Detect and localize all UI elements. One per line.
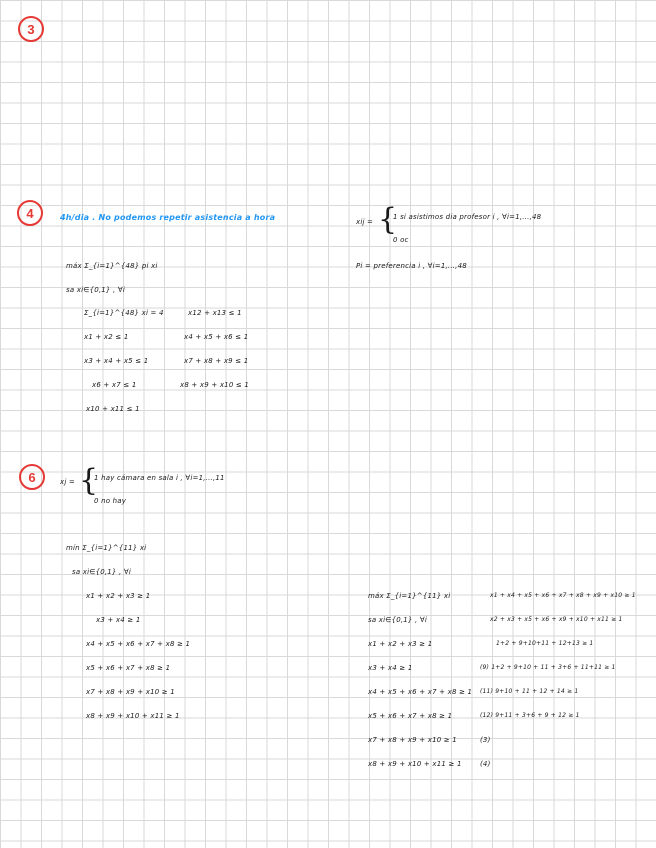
- constraint-left: x1 + x2 ≤ 1: [84, 333, 129, 341]
- side-constraint: x1 + x4 + x5 + x6 + x7 + x8 + x9 + x10 ≥ 1: [490, 592, 636, 599]
- constraint-right: x7 + x8 + x9 ≤ 1: [184, 357, 249, 365]
- objective-function: mín Σ_{i=1}^{11} xi: [66, 544, 147, 552]
- side-constraint: (9) 1+2 + 9+10 + 11 + 3+6 + 11+11 ≥ 1: [480, 664, 616, 671]
- side-constraint: (3): [480, 736, 491, 744]
- constraint: x1 + x2 + x3 ≥ 1: [368, 640, 433, 648]
- section-4-heading: 4h/dia . No podemos repetir asistencia a hora: [60, 213, 276, 222]
- constraint: x3 + x4 ≥ 1: [368, 664, 413, 672]
- constraint-left: x10 + x11 ≤ 1: [86, 405, 140, 413]
- subject-to: sa xi∈{0,1} , ∀i: [72, 568, 131, 576]
- subject-to: sa xi∈{0,1} , ∀i: [368, 616, 427, 624]
- constraint: x4 + x5 + x6 + x7 + x8 ≥ 1: [368, 688, 473, 696]
- constraint: x8 + x9 + x10 + x11 ≥ 1: [368, 760, 462, 768]
- constraint: x1 + x2 + x3 ≥ 1: [86, 592, 151, 600]
- constraint: x8 + x9 + x10 + x11 ≥ 1: [86, 712, 180, 720]
- section-number-4: 4: [17, 200, 43, 226]
- constraint-left: Σ_{i=1}^{48} xi = 4: [84, 309, 164, 317]
- side-constraint: (11) 9+10 + 11 + 12 + 14 ≥ 1: [480, 688, 579, 695]
- side-constraint: (4): [480, 760, 491, 768]
- preference-definition: Pi = preferencia i , ∀i=1,...,48: [356, 262, 467, 270]
- constraint: x5 + x6 + x7 + x8 ≥ 1: [86, 664, 171, 672]
- constraint: x4 + x5 + x6 + x7 + x8 ≥ 1: [86, 640, 191, 648]
- objective-function: máx Σ_{i=1}^{48} pi xi: [66, 262, 158, 270]
- brace-icon: {: [79, 463, 99, 498]
- variable-definition-zero: 0 no hay: [94, 497, 127, 505]
- variable-definition-lhs: xij =: [356, 218, 374, 226]
- constraint: x3 + x4 ≥ 1: [96, 616, 141, 624]
- side-constraint: x2 + x3 + x5 + x6 + x9 + x10 + x11 ≥ 1: [490, 616, 623, 623]
- constraint: x7 + x8 + x9 + x10 ≥ 1: [368, 736, 457, 744]
- constraint: x5 + x6 + x7 + x8 ≥ 1: [368, 712, 453, 720]
- variable-definition-one: 1 si asistimos dia profesor i , ∀i=1,...,48: [393, 213, 542, 221]
- constraint: x7 + x8 + x9 + x10 ≥ 1: [86, 688, 175, 696]
- constraint-right: x12 + x13 ≤ 1: [188, 309, 242, 317]
- constraint-right: x8 + x9 + x10 ≤ 1: [180, 381, 250, 389]
- variable-definition-lhs: xj =: [60, 478, 75, 486]
- section-number-3: 3: [18, 16, 44, 42]
- objective-function: máx Σ_{i=1}^{11} xi: [368, 592, 451, 600]
- subject-to: sa xi∈{0,1} , ∀i: [66, 286, 125, 294]
- section-number-6: 6: [19, 464, 45, 490]
- side-constraint: (12) 9+11 + 3+6 + 9 + 12 ≥ 1: [480, 712, 580, 719]
- side-constraint: 1+2 + 9+10+11 + 12+13 ≥ 1: [496, 640, 594, 647]
- brace-icon: {: [378, 202, 398, 237]
- constraint-left: x6 + x7 ≤ 1: [92, 381, 137, 389]
- variable-definition-one: 1 hay cámara en sala i , ∀i=1,...,11: [94, 474, 225, 482]
- constraint-left: x3 + x4 + x5 ≤ 1: [84, 357, 149, 365]
- variable-definition-zero: 0 oc: [393, 236, 409, 244]
- constraint-right: x4 + x5 + x6 ≤ 1: [184, 333, 249, 341]
